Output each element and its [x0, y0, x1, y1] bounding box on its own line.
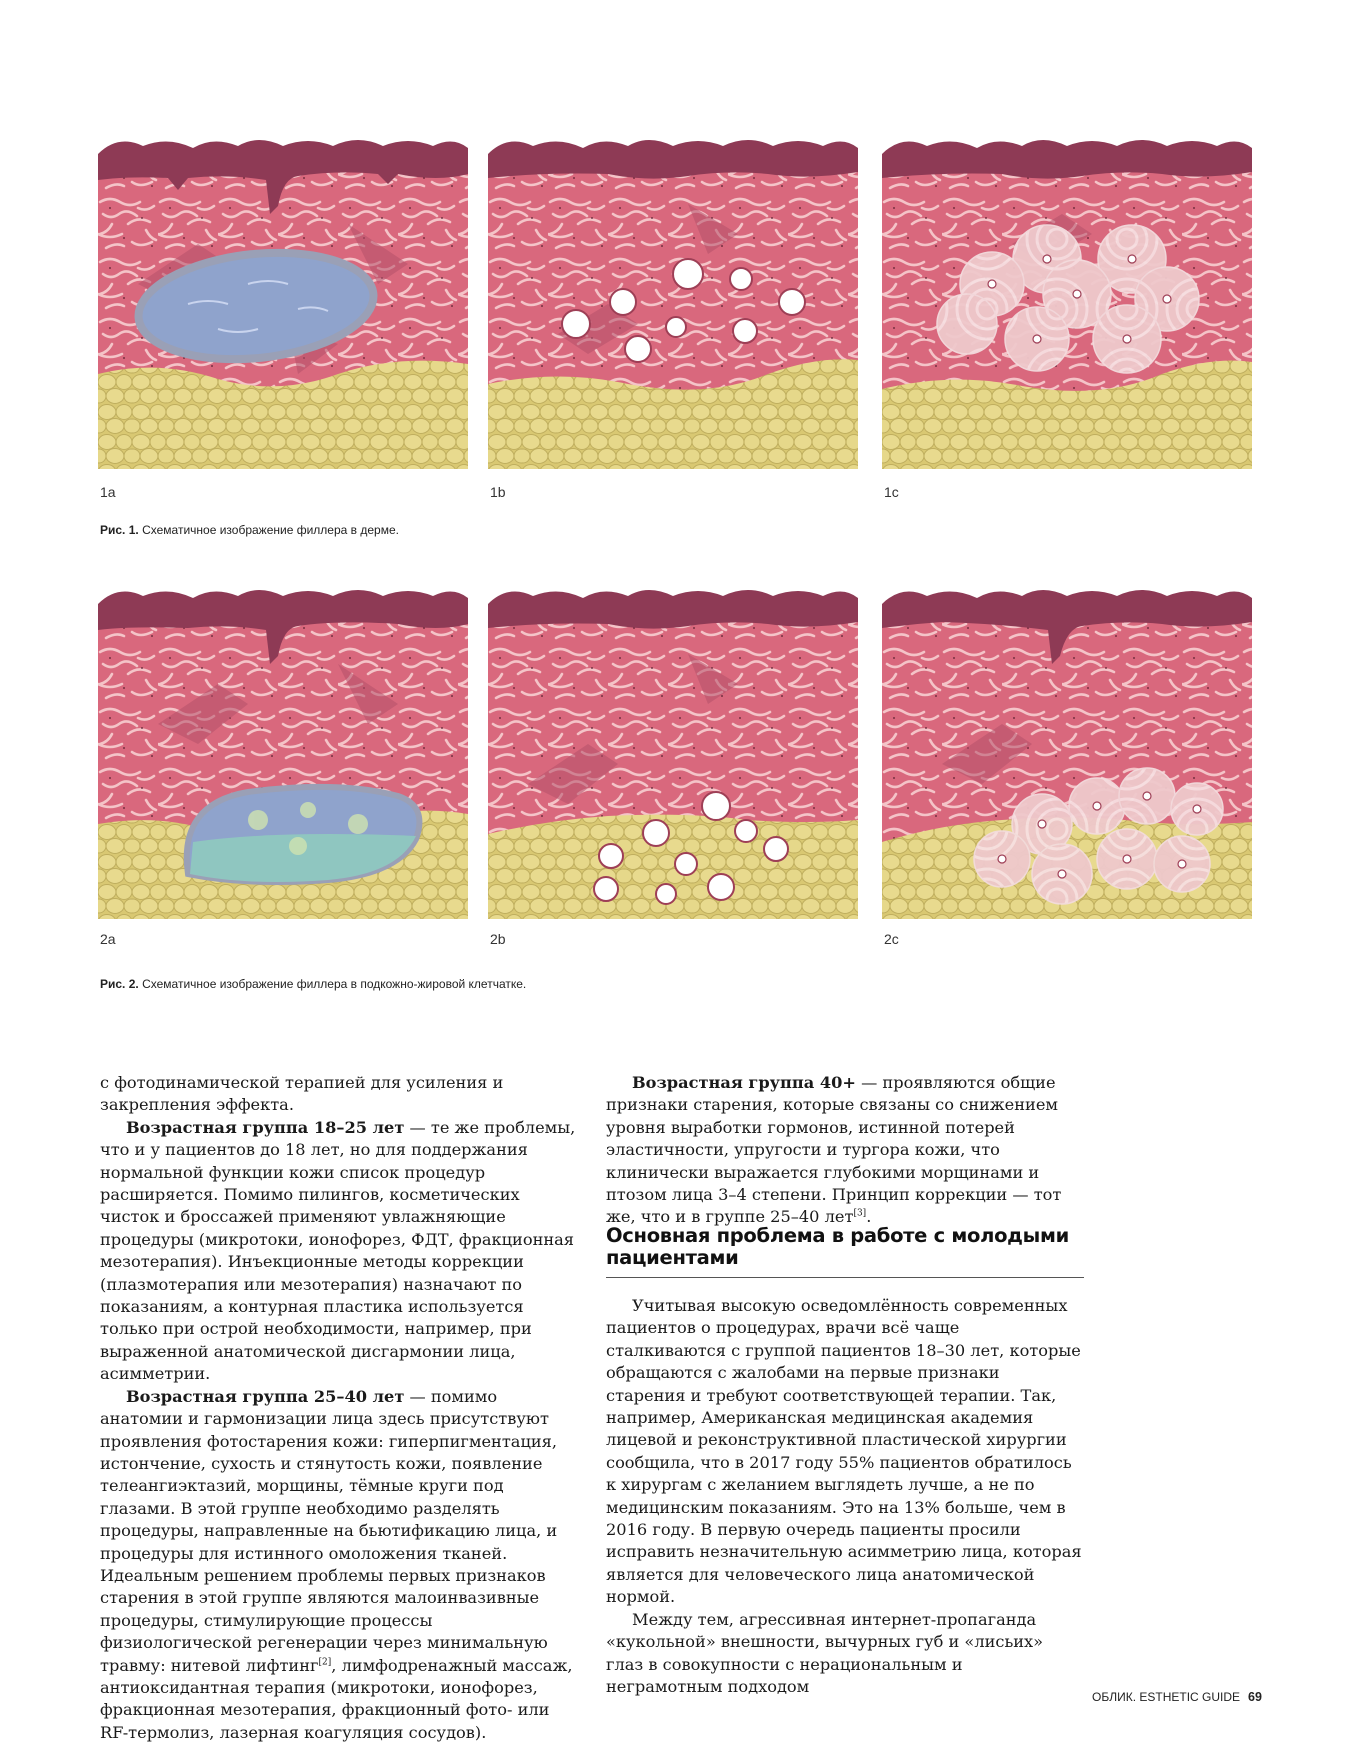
figure-1b-label: 1b: [490, 484, 506, 500]
right-text-column-bottom: [606, 1295, 1082, 1698]
age-group-25-40-text: — помимо анатомии и гармонизации лица здесь присутствуют проявления фотостарения кожи: гиперпигментация, истончение, сухость и стянутость кожи, появление телеангиэктазий, морщины, тёмные круги под глазами. В этой группе необходимо разделять процедуры, направленные на бьютификацию лица, и процедуры для истинного омоложения тканей. Идеальным решением проблемы первых признаков старения в этой группе являются малоинвазивные процедуры, стимулирующие процессы физиологической регенерации через минимальную травму: нитевой лифтинг: [100, 1386, 558, 1675]
section-heading: Основная проблема в работе с молодыми пациентами: [606, 1224, 1069, 1269]
figure-1a-label: 1a: [100, 484, 116, 500]
journal-title: ОБЛИК. ESTHETIC GUIDE: [1092, 1690, 1241, 1704]
right-paragraph-2: Учитывая высокую осведомлённость современных пациентов о процедурах, врачи всё чаще сталкиваются с группой пациентов 18–30 лет, которые обращаются с жалобами на первые признаки старения и требуют соответствующей терапии. Так, например, Американская медицинская академия лицевой и реконструктивной пластической хирургии сообщила, что в 2017 году 55% пациентов обратилось к хирургам с желанием выглядеть лучше, а не по медицинским показаниям. Это на 13% больше, чем в 2016 году. В первую очередь пациенты просили исправить незначительную асимметрию лица, которая является для человеческого лица анатомической нормой.: [606, 1296, 1082, 1607]
age-group-40-text-end: .: [866, 1207, 872, 1227]
figure-2c-illustration: [882, 584, 1252, 919]
figure-1c-label: 1c: [884, 484, 899, 500]
reference-3: [3]: [853, 1209, 867, 1220]
figure-2-caption: [100, 977, 526, 991]
figure-1-caption: [100, 523, 399, 537]
age-group-18-25-heading: Возрастная группа 18–25 лет: [126, 1117, 405, 1137]
figure-1b-illustration: [488, 134, 858, 469]
figure-1c-illustration: [882, 134, 1252, 469]
figure-1-caption-text: Схематичное изображение филлера в дерме.: [142, 523, 399, 537]
right-text-column-top: [606, 1072, 1082, 1229]
age-group-40-heading: Возрастная группа 40+: [632, 1073, 856, 1092]
figure-2c-label: 2c: [884, 931, 899, 947]
left-paragraph-3: [100, 1386, 576, 1744]
section-heading-rule: [606, 1277, 1084, 1278]
figure-1-caption-label: Рис. 1.: [100, 523, 139, 537]
page-footer: [1092, 1690, 1262, 1704]
left-text-column: [100, 1072, 576, 1744]
figure-2a-illustration: [98, 584, 468, 919]
right-paragraph-3: Между тем, агрессивная интернет-пропаганда «кукольной» внешности, вычурных губ и «лисьих» глаз в совокупности с нерациональным и неграмотным подходом: [606, 1609, 1044, 1696]
figure-2b-illustration: [488, 584, 858, 919]
figure-2a-label: 2a: [100, 931, 116, 947]
page-number: 69: [1248, 1690, 1262, 1704]
figure-2b-label: 2b: [490, 931, 506, 947]
left-paragraph-1: с фотодинамической терапией для усиления и закрепления эффекта.: [100, 1073, 504, 1115]
age-group-25-40-text-end: , лимфодренажный массаж, антиоксидантная терапия (микротоки, ионофорез, фракционная мезотерапия, фракционный фото- или RF-термолиз, лазерная коагуляция сосудов).: [100, 1655, 573, 1742]
age-group-18-25-text: — те же проблемы, что и у пациентов до 18 лет, но для поддержания нормальной функции кожи список процедур расширяется. Помимо пилингов, косметических чисток и броссажей применяют увлажняющие процедуры (микротоки, ионофорез, ФДТ, фракционная мезотерапия). Инъекционные методы коррекции (плазмотерапия или мезотерапия) назначают по показаниям, а контурная пластика используется только при острой необходимости, например, при выраженной анатомической дисгармонии лица, асимметрии.: [100, 1117, 576, 1384]
left-paragraph-2: [100, 1117, 576, 1386]
reference-2: [2]: [318, 1657, 332, 1668]
age-group-25-40-heading: Возрастная группа 25–40 лет: [126, 1386, 405, 1406]
figure-2-caption-label: Рис. 2.: [100, 977, 139, 991]
figure-2-caption-text: Схематичное изображение филлера в подкожно-жировой клетчатке.: [142, 977, 527, 991]
figure-1a-illustration: [98, 134, 468, 469]
right-paragraph-1: [606, 1072, 1082, 1229]
age-group-40-text: — проявляются общие признаки старения, которые связаны со снижением уровня выработки гормонов, истинной потерей эластичности, упругости и тургора кожи, что клинически выражается глубокими морщинами и птозом лица 3–4 степени. Принцип коррекции — тот же, что и в группе 25–40 лет: [606, 1073, 1062, 1227]
